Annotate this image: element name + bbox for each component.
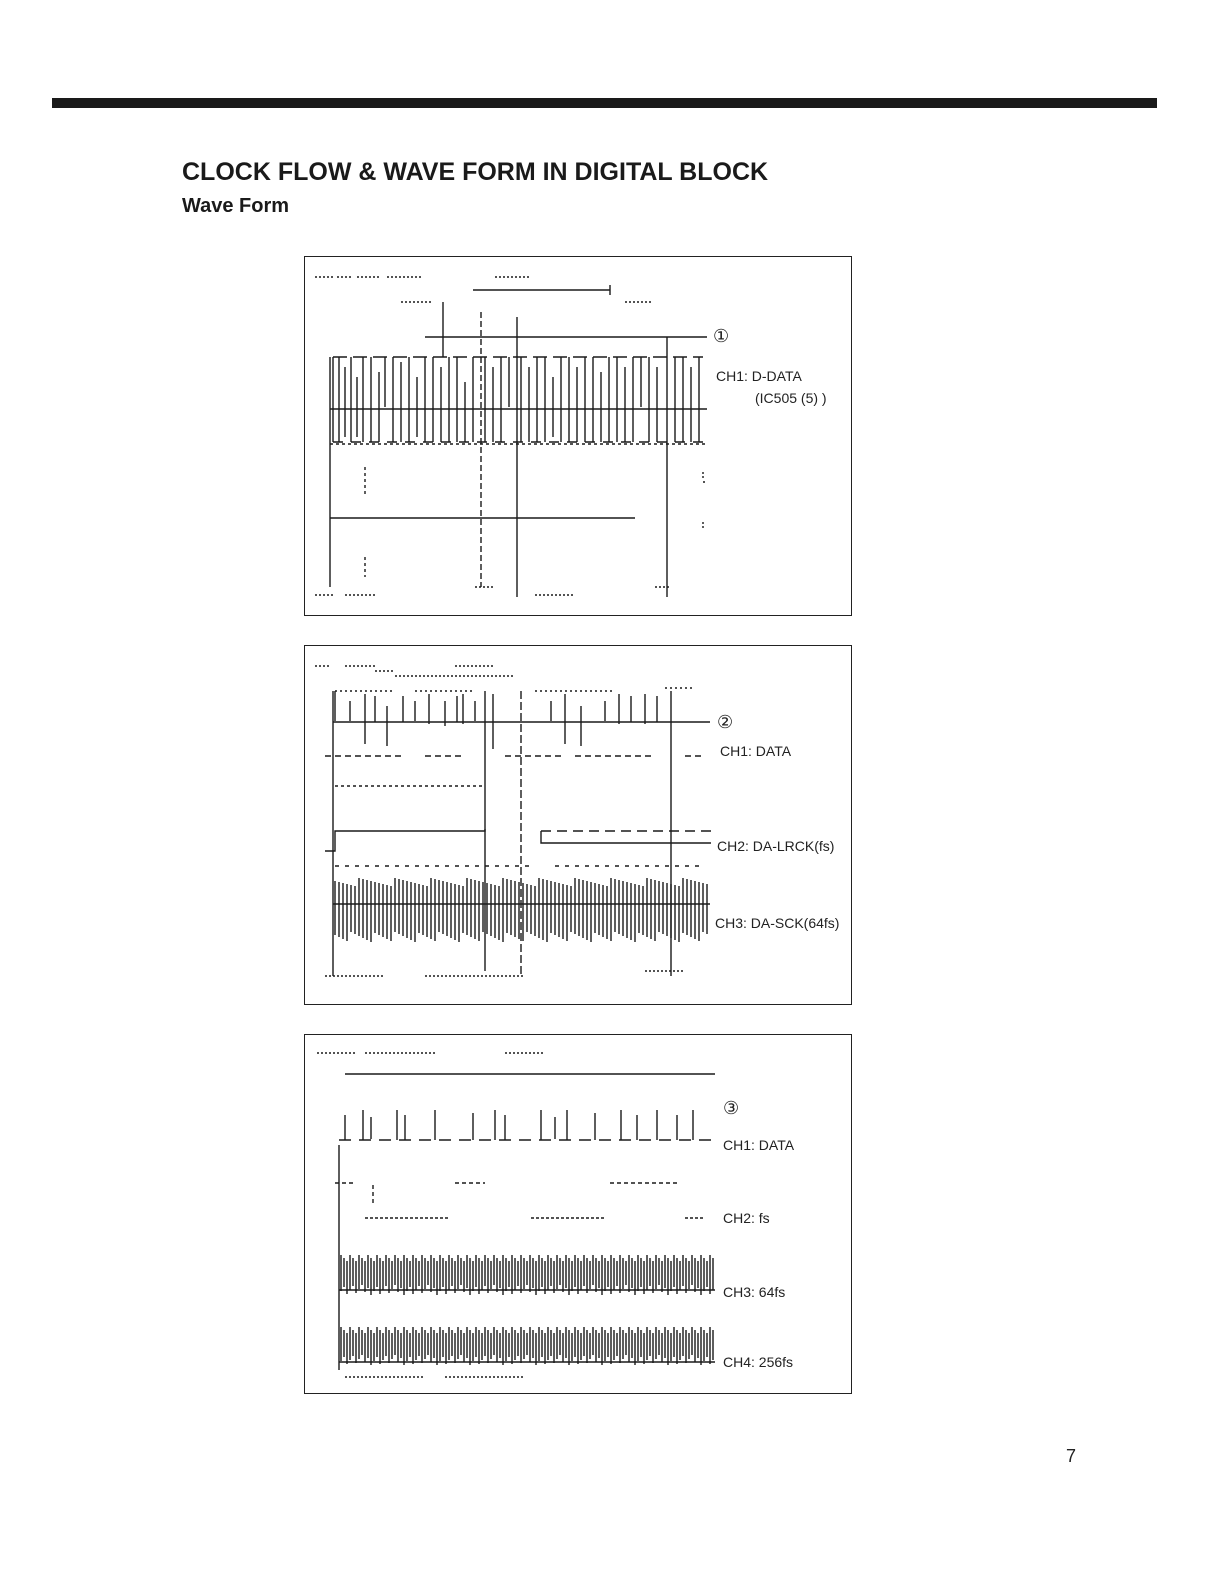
channel-label: CH2: DA-LRCK(fs) [717,838,835,854]
channel-label: CH1: DATA [723,1137,795,1153]
channel-label: CH4: 256fs [723,1354,794,1370]
channel-label: CH1: D-DATA [716,368,802,384]
page-title: CLOCK FLOW & WAVE FORM IN DIGITAL BLOCK [182,158,769,186]
waveform-panel-2 [304,645,852,1005]
channel-label: CH3: 64fs [723,1284,786,1300]
oscilloscope-trace-2 [305,646,853,1006]
channel-label: (IC505 (5) ) [755,390,827,406]
marker-3: ③ [723,1098,740,1118]
oscilloscope-trace-1 [305,257,853,617]
channel-label: CH3: DA-SCK(64fs) [715,915,840,931]
page-subtitle: Wave Form [182,195,290,217]
waveform-panel-1 [304,256,852,616]
header-rule [52,98,1157,108]
channel-label: CH1: DATA [720,743,792,759]
page-number: 7 [1066,1446,1077,1466]
oscilloscope-trace-3 [305,1035,853,1395]
marker-2: ② [717,712,734,732]
channel-label: CH2: fs [723,1210,770,1226]
marker-1: ① [713,326,730,346]
waveform-panel-3 [304,1034,852,1394]
